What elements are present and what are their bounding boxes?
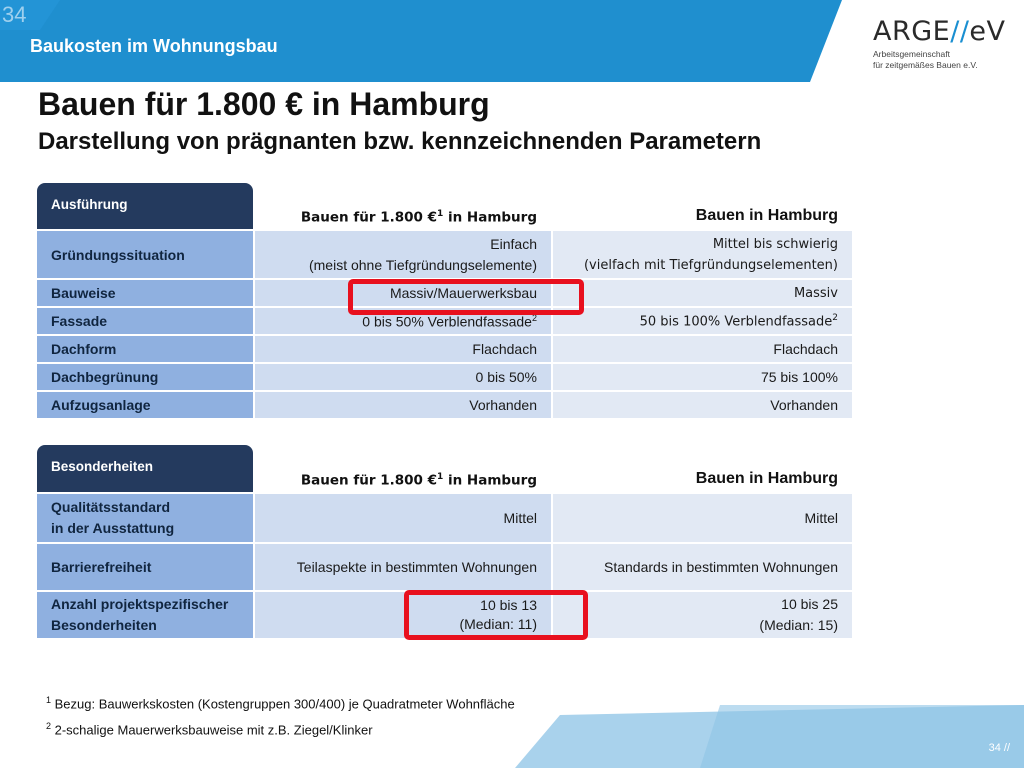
- page-number: 34 //: [988, 742, 1010, 754]
- table-row: [37, 390, 852, 418]
- cell-col2: Massiv: [551, 278, 852, 306]
- cell-col2: Mittel bis schwierig (vielfach mit Tiefgründungselementen): [551, 229, 852, 278]
- header-label: Ausführung: [37, 183, 253, 229]
- slide-number: 34: [2, 2, 27, 27]
- cell-col1: Mittel: [253, 492, 551, 542]
- cell-col1: 0 bis 50% Verblendfassade$^2$: [253, 306, 551, 334]
- row-label: Barrierefreiheit: [37, 542, 253, 590]
- row-label: Qualitätsstandard in der Ausstattung: [37, 492, 253, 542]
- table-header: [37, 445, 852, 492]
- cell-col1: 10 bis 13 (Median: 11): [253, 590, 551, 638]
- row-label: Fassade: [37, 306, 253, 334]
- page-title: Bauen für 1.800 € in Hamburg: [38, 86, 490, 122]
- row-label: Bauweise: [37, 278, 253, 306]
- header-label: Besonderheiten: [37, 445, 253, 492]
- row-label: Aufzugsanlage: [37, 390, 253, 418]
- cell-col2: Vorhanden: [551, 390, 852, 418]
- table-row: [37, 492, 852, 542]
- row-label: Gründungssituation: [37, 229, 253, 278]
- table-header: [37, 183, 852, 229]
- cell-col2: Mittel: [551, 492, 852, 542]
- highlight-bauweise: [348, 279, 584, 315]
- header-col2: Bauen in Hamburg: [695, 207, 838, 224]
- cell-col1: Vorhanden: [253, 390, 551, 418]
- header-col2: Bauen in Hamburg: [695, 470, 838, 487]
- highlight-besonderheiten: [404, 590, 588, 640]
- logo-mark: ARGE//eV: [873, 16, 1006, 47]
- cell-col1: 0 bis 50%: [253, 362, 551, 390]
- footnote-2: $^2$ 2-schalige Mauerwerksbauweise mit z.B. Ziegel/Klinker: [46, 721, 373, 738]
- page-subtitle: Darstellung von prägnanten bzw. kennzeichnenden Parametern: [38, 128, 762, 155]
- cell-col1: Einfach (meist ohne Tiefgründungselemente): [253, 229, 551, 278]
- header-col1: Bauen für 1.800 €$^1$ in Hamburg: [300, 208, 537, 225]
- cell-col2: Standards in bestimmten Wohnungen: [551, 542, 852, 590]
- row-label: Dachbegrünung: [37, 362, 253, 390]
- cell-col2: 75 bis 100%: [551, 362, 852, 390]
- section-label: Baukosten im Wohnungsbau: [30, 36, 278, 56]
- cell-col1: Massiv/Mauerwerksbau: [253, 278, 551, 306]
- cell-col1: Flachdach: [253, 334, 551, 362]
- table-row: [37, 334, 852, 362]
- table-row: [37, 362, 852, 390]
- row-label: Anzahl projektspezifischer Besonderheiten: [37, 590, 253, 638]
- footnote-1: $^1$ Bezug: Bauwerkskosten (Kostengruppen 300/400) je Quadratmeter Wohnfläche: [46, 695, 515, 712]
- arge-logo: [873, 16, 1013, 71]
- header-col1: Bauen für 1.800 €$^1$ in Hamburg: [300, 471, 537, 488]
- bottom-bar: [0, 705, 1024, 768]
- logo-subtitle: Arbeitsgemeinschaft für zeitgemäßes Bauen e.V.: [873, 49, 978, 70]
- cell-col2: Flachdach: [551, 334, 852, 362]
- cell-col2: 10 bis 25 (Median: 15): [551, 590, 852, 638]
- row-label: Dachform: [37, 334, 253, 362]
- table-row: [37, 229, 852, 278]
- table-row: [37, 542, 852, 590]
- cell-col1: Teilaspekte in bestimmten Wohnungen: [253, 542, 551, 590]
- cell-col2: 50 bis 100% Verblendfassade$^2$: [551, 306, 852, 334]
